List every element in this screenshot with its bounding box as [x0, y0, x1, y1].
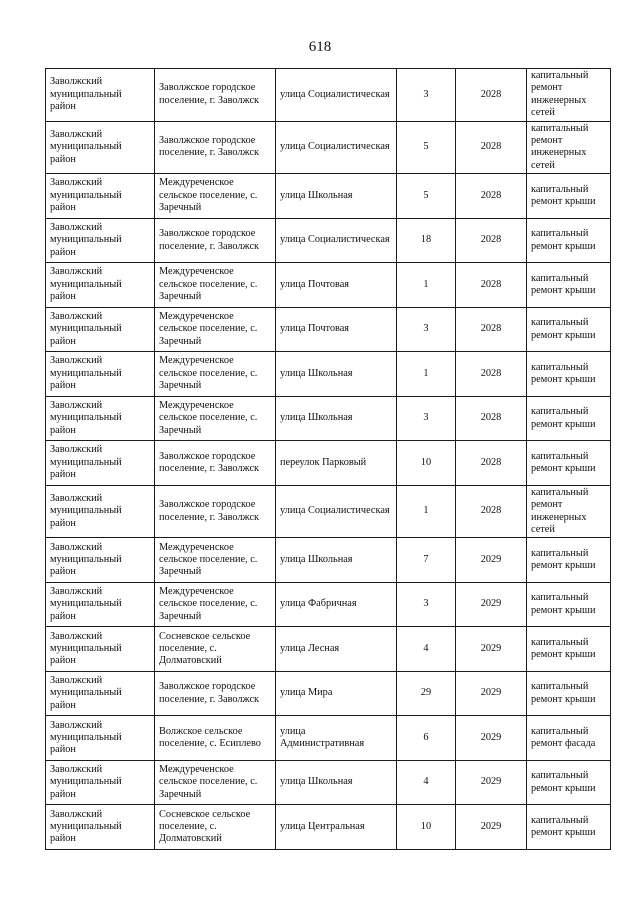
district-cell: Заволжский муниципальный район	[46, 352, 155, 397]
settlement-cell: Междуреченское сельское поселение, с. Заречный	[155, 582, 276, 627]
table-row	[46, 716, 611, 761]
settlement-cell: Сосневское сельское поселение, с. Долматовский	[155, 627, 276, 672]
house-number-cell: 29	[397, 671, 456, 716]
district-cell: Заволжский муниципальный район	[46, 582, 155, 627]
work-type-cell: капитальный ремонт инженерных сетей	[527, 121, 611, 174]
street-cell: улица Лесная	[276, 627, 397, 672]
table-row	[46, 307, 611, 352]
year-cell: 2029	[456, 582, 527, 627]
street-cell: улица Фабричная	[276, 582, 397, 627]
work-type-cell: капитальный ремонт крыши	[527, 538, 611, 583]
house-number-cell: 3	[397, 582, 456, 627]
table-row	[46, 121, 611, 174]
settlement-cell: Заволжское городское поселение, г. Заволжск	[155, 121, 276, 174]
street-cell: улица Социалистическая	[276, 69, 397, 122]
street-cell: улица Административная	[276, 716, 397, 761]
district-cell: Заволжский муниципальный район	[46, 627, 155, 672]
settlement-cell: Междуреченское сельское поселение, с. Заречный	[155, 307, 276, 352]
district-cell: Заволжский муниципальный район	[46, 218, 155, 263]
street-cell: улица Почтовая	[276, 263, 397, 308]
settlement-cell: Междуреченское сельское поселение, с. Заречный	[155, 263, 276, 308]
table-row	[46, 396, 611, 441]
house-number-cell: 3	[397, 69, 456, 122]
house-number-cell: 4	[397, 760, 456, 805]
work-type-cell: капитальный ремонт инженерных сетей	[527, 485, 611, 538]
district-cell: Заволжский муниципальный район	[46, 441, 155, 486]
street-cell: улица Школьная	[276, 174, 397, 219]
work-type-cell: капитальный ремонт крыши	[527, 307, 611, 352]
table-row	[46, 218, 611, 263]
street-cell: улица Школьная	[276, 396, 397, 441]
work-type-cell: капитальный ремонт фасада	[527, 716, 611, 761]
year-cell: 2028	[456, 218, 527, 263]
district-cell: Заволжский муниципальный район	[46, 538, 155, 583]
year-cell: 2028	[456, 441, 527, 486]
street-cell: улица Социалистическая	[276, 121, 397, 174]
year-cell: 2029	[456, 538, 527, 583]
table-row	[46, 760, 611, 805]
street-cell: улица Центральная	[276, 805, 397, 850]
housing-repair-table	[45, 68, 611, 850]
house-number-cell: 3	[397, 396, 456, 441]
work-type-cell: капитальный ремонт крыши	[527, 218, 611, 263]
street-cell: улица Школьная	[276, 352, 397, 397]
district-cell: Заволжский муниципальный район	[46, 396, 155, 441]
street-cell: улица Социалистическая	[276, 218, 397, 263]
work-type-cell: капитальный ремонт крыши	[527, 760, 611, 805]
house-number-cell: 18	[397, 218, 456, 263]
work-type-cell: капитальный ремонт крыши	[527, 627, 611, 672]
settlement-cell: Волжское сельское поселение, с. Есиплево	[155, 716, 276, 761]
year-cell: 2029	[456, 671, 527, 716]
work-type-cell: капитальный ремонт крыши	[527, 263, 611, 308]
work-type-cell: капитальный ремонт крыши	[527, 805, 611, 850]
settlement-cell: Заволжское городское поселение, г. Заволжск	[155, 69, 276, 122]
district-cell: Заволжский муниципальный район	[46, 307, 155, 352]
house-number-cell: 1	[397, 352, 456, 397]
table-row	[46, 627, 611, 672]
district-cell: Заволжский муниципальный район	[46, 760, 155, 805]
year-cell: 2029	[456, 760, 527, 805]
table-row	[46, 805, 611, 850]
table-row	[46, 441, 611, 486]
settlement-cell: Междуреченское сельское поселение, с. Заречный	[155, 538, 276, 583]
house-number-cell: 7	[397, 538, 456, 583]
settlement-cell: Междуреченское сельское поселение, с. Заречный	[155, 352, 276, 397]
settlement-cell: Сосневское сельское поселение, с. Долматовский	[155, 805, 276, 850]
street-cell: улица Социалистическая	[276, 485, 397, 538]
house-number-cell: 10	[397, 441, 456, 486]
street-cell: улица Мира	[276, 671, 397, 716]
year-cell: 2029	[456, 805, 527, 850]
work-type-cell: капитальный ремонт крыши	[527, 441, 611, 486]
year-cell: 2028	[456, 396, 527, 441]
table-row	[46, 582, 611, 627]
house-number-cell: 3	[397, 307, 456, 352]
house-number-cell: 1	[397, 263, 456, 308]
table-body	[46, 69, 611, 850]
year-cell: 2028	[456, 352, 527, 397]
house-number-cell: 4	[397, 627, 456, 672]
year-cell: 2028	[456, 69, 527, 122]
district-cell: Заволжский муниципальный район	[46, 174, 155, 219]
settlement-cell: Междуреченское сельское поселение, с. Заречный	[155, 174, 276, 219]
settlement-cell: Междуреченское сельское поселение, с. Заречный	[155, 396, 276, 441]
house-number-cell: 10	[397, 805, 456, 850]
district-cell: Заволжский муниципальный район	[46, 805, 155, 850]
district-cell: Заволжский муниципальный район	[46, 263, 155, 308]
work-type-cell: капитальный ремонт крыши	[527, 174, 611, 219]
work-type-cell: капитальный ремонт крыши	[527, 396, 611, 441]
street-cell: улица Почтовая	[276, 307, 397, 352]
year-cell: 2028	[456, 174, 527, 219]
settlement-cell: Заволжское городское поселение, г. Заволжск	[155, 441, 276, 486]
work-type-cell: капитальный ремонт крыши	[527, 671, 611, 716]
year-cell: 2028	[456, 263, 527, 308]
district-cell: Заволжский муниципальный район	[46, 716, 155, 761]
table-row	[46, 174, 611, 219]
district-cell: Заволжский муниципальный район	[46, 121, 155, 174]
table-row	[46, 538, 611, 583]
page-number: 618	[308, 39, 332, 55]
settlement-cell: Заволжское городское поселение, г. Заволжск	[155, 671, 276, 716]
table-row	[46, 485, 611, 538]
street-cell: улица Школьная	[276, 760, 397, 805]
settlement-cell: Междуреченское сельское поселение, с. Заречный	[155, 760, 276, 805]
table-row	[46, 263, 611, 308]
street-cell: улица Школьная	[276, 538, 397, 583]
year-cell: 2029	[456, 627, 527, 672]
table-row	[46, 671, 611, 716]
house-number-cell: 1	[397, 485, 456, 538]
work-type-cell: капитальный ремонт крыши	[527, 352, 611, 397]
year-cell: 2028	[456, 307, 527, 352]
table-row	[46, 352, 611, 397]
district-cell: Заволжский муниципальный район	[46, 671, 155, 716]
work-type-cell: капитальный ремонт инженерных сетей	[527, 69, 611, 122]
street-cell: переулок Парковый	[276, 441, 397, 486]
district-cell: Заволжский муниципальный район	[46, 69, 155, 122]
settlement-cell: Заволжское городское поселение, г. Заволжск	[155, 218, 276, 263]
district-cell: Заволжский муниципальный район	[46, 485, 155, 538]
year-cell: 2028	[456, 121, 527, 174]
table-row	[46, 69, 611, 122]
house-number-cell: 6	[397, 716, 456, 761]
house-number-cell: 5	[397, 121, 456, 174]
settlement-cell: Заволжское городское поселение, г. Заволжск	[155, 485, 276, 538]
year-cell: 2028	[456, 485, 527, 538]
house-number-cell: 5	[397, 174, 456, 219]
work-type-cell: капитальный ремонт крыши	[527, 582, 611, 627]
year-cell: 2029	[456, 716, 527, 761]
